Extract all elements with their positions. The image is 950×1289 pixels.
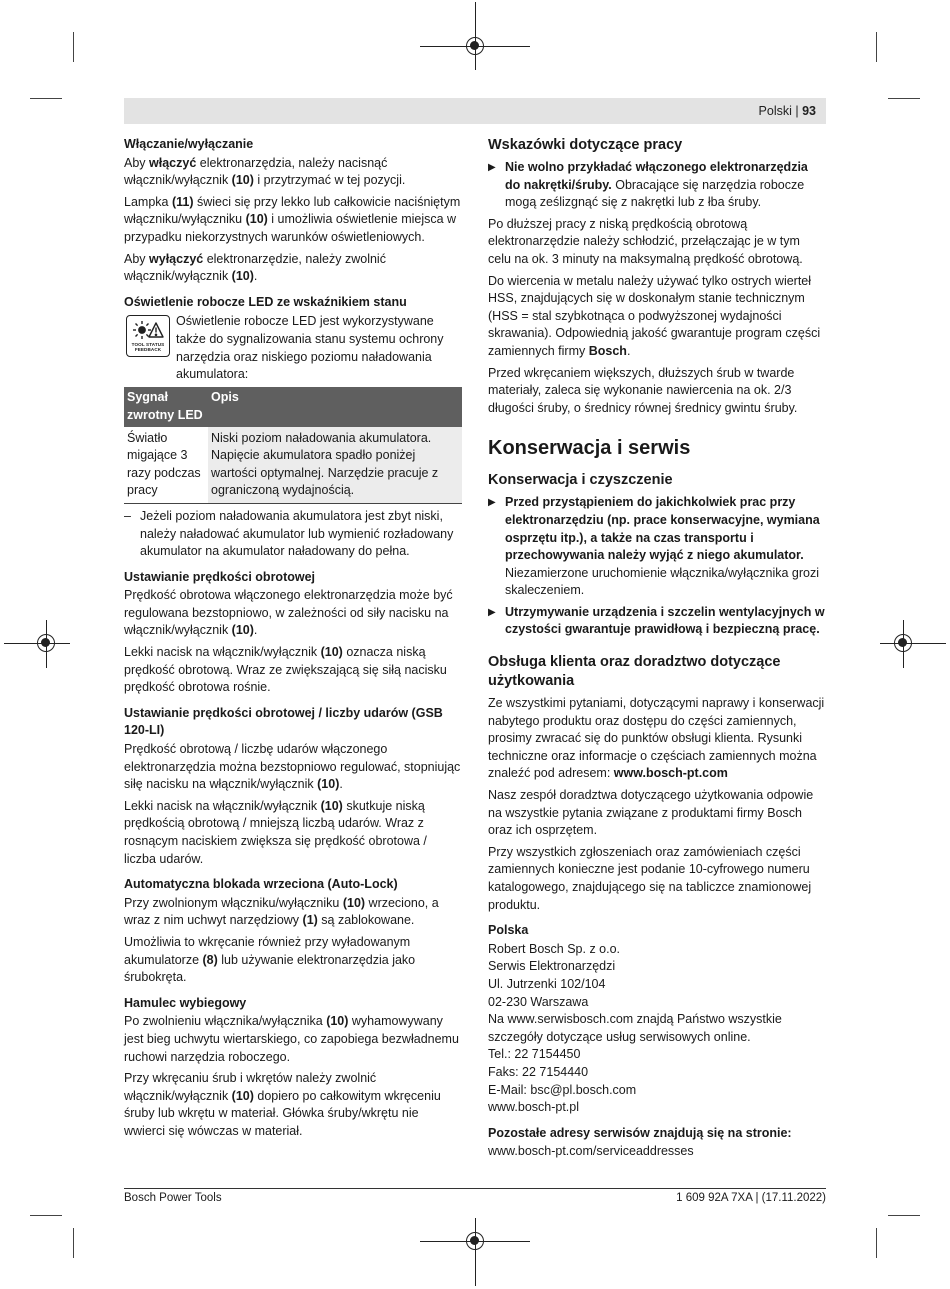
- warning-item: ▶ Utrzymywanie urządzenia i szczelin wentylacyjnych w czystości gwarantuje prawidłową i bezpieczną pracę.: [488, 604, 825, 637]
- tool-status-feedback-icon: [126, 315, 170, 357]
- paragraph: Aby wyłączyć elektronarzędzie, należy zwolnić włącznik/wyłącznik (10).: [124, 251, 386, 284]
- crop-mark: [876, 1228, 877, 1258]
- registration-mark-icon: [466, 1232, 484, 1250]
- registration-line: [880, 643, 946, 644]
- warning-item: ▶ Nie wolno przykładać włączonego elektronarzędzia do nakrętki/śruby. Obracające się narzędzia robocze mogą ześlizgnąć się z nakrętki lub z łba śruby.: [488, 160, 808, 210]
- section-title-autolock: Automatyczna blokada wrzeciona (Auto-Lock): [124, 877, 398, 892]
- crop-mark: [876, 32, 877, 62]
- paragraph: Przy zwolnionym włączniku/wyłączniku (10) wrzeciono, a wraz z nim uchwyt narzędziowy (1) są zablokowane.: [124, 895, 439, 928]
- section-title-cleaning: Konserwacja i czyszczenie: [488, 472, 673, 489]
- paragraph: Po zwolnieniu włącznika/wyłącznika (10) wyhamowywany jest bieg uchwytu wiertarskiego, co zapobiega bezwładnemu ruchowi narzędzia roboczego.: [124, 1014, 459, 1064]
- service-addresses-link[interactable]: www.bosch-pt.com/serviceaddresses: [488, 1144, 694, 1159]
- footer-brand: Bosch Power Tools: [124, 1192, 222, 1204]
- paragraph: Umożliwia to wkręcanie również przy wyładowanym akumulatorze (8) lub używanie elektronarzędzia jako śrubokręta.: [124, 934, 416, 985]
- fax-line: Faks: 22 7154440: [488, 1064, 589, 1079]
- crop-mark: [888, 1215, 920, 1216]
- warning-item: ▶ Przed przystąpieniem do jakichkolwiek prac przy elektronarzędziu (np. prace konserwacyjne, wymiana osprzętu itp.), a także na czas transportu i przechowywania należy wyjąć z niego akumulator. Niezamierzone uruchomienie włącznika/wyłącznika grozi skaleczeniem.: [488, 495, 820, 598]
- website-link[interactable]: www.bosch-pt.pl: [488, 1100, 580, 1115]
- section-title-work-tips: Wskazówki dotyczące pracy: [488, 137, 683, 153]
- section-title-addresses: Pozostałe adresy serwisów znajdują się na stronie:: [488, 1125, 792, 1140]
- paragraph: Przed wkręcaniem większych, dłuższych śrub w twarde materiały, zaleca się wykonanie nawiercenia na ok. 2/3 długości śruby, o średnicy równej średnicy gwintu śruby.: [488, 365, 798, 415]
- paragraph: Ze wszystkimi pytaniami, dotyczącymi naprawy i konserwacji nabytego produktu oraz dostępu do części zamiennych, prosimy zwracać się do punktów obsługi klienta. Rysunki techniczne oraz informacje o częściach zamiennych można znaleźć pod adresem: www.bosch-pt.com: [488, 696, 825, 781]
- registration-line: [475, 1218, 476, 1286]
- paragraph: Do wiercenia w metalu należy używać tylko ostrych wierteł HSS, znajdujących się w doskonałym stanie technicznym (HSS = stal szybkotnąca o podwyższonej wydajności skrawania). Odpowiednią jakość gwarantuje program części zamiennych firmy Bosch.: [488, 273, 821, 358]
- paragraph: Przy wszystkich zgłoszeniach oraz zamówieniach części zamiennych konieczne jest podanie 10-cyfrowego numeru katalogowego, znajdującego się na tabliczce znamionowej produktu.: [488, 844, 812, 912]
- bullet-arrow-icon: ▶: [488, 162, 496, 173]
- dash-mark: –: [124, 508, 131, 523]
- page-number: 93: [802, 104, 816, 118]
- paragraph: Lekki nacisk na włącznik/wyłącznik (10) skutkuje niską prędkością obrotową / mniejszą liczbą udarów. Wraz z rosnącym naciskiem zwiększa się prędkość obrotowa / liczba udarów.: [124, 798, 427, 866]
- paragraph: Po dłuższej pracy z niską prędkością obrotową elektronarzędzie należy schłodzić, przełączając je w tym celu na ok. 3 minuty na maksymalną prędkość obrotową.: [488, 216, 803, 266]
- email-line[interactable]: E-Mail: bsc@pl.bosch.com: [488, 1082, 637, 1097]
- footer-divider: [124, 1188, 826, 1189]
- paragraph: Aby włączyć elektronarzędzia, należy nacisnąć włącznik/wyłącznik (10) i przytrzymać w tej pozycji.: [124, 155, 406, 188]
- table-header: Opis: [208, 387, 462, 426]
- crop-mark: [30, 98, 62, 99]
- table-row: [124, 427, 462, 504]
- paragraph: Przy wkręcaniu śrub i wkrętów należy zwolnić włącznik/wyłącznik (10) dopiero po całkowitym wkręceniu śruby lub wkrętu w materiał. Główka śruby/wkrętu nie wwierci się wówczas w materiał.: [124, 1071, 441, 1138]
- section-title-led: Oświetlenie robocze LED ze wskaźnikiem stanu: [124, 294, 407, 309]
- section-title-service: Obsługa klienta oraz doradztwo dotyczące użytkowania: [488, 654, 781, 690]
- crop-mark: [30, 1215, 62, 1216]
- address-line: Robert Bosch Sp. z o.o.: [488, 941, 621, 956]
- right-column: [488, 136, 826, 1161]
- section-title-brake: Hamulec wybiegowy: [124, 995, 247, 1010]
- header-separator: |: [795, 104, 799, 118]
- page-header: [124, 98, 826, 124]
- paragraph: Lekki nacisk na włącznik/wyłącznik (10) oznacza niską prędkość obrotową. Wraz ze zwiększającą się siłą nacisku prędkość obrotowa rośnie.: [124, 645, 447, 695]
- address-line: 02-230 Warszawa: [488, 994, 589, 1009]
- address-line: Ul. Jutrzenki 102/104: [488, 976, 606, 991]
- address-line: Serwis Elektronarzędzi: [488, 959, 616, 974]
- led-intro: [124, 313, 462, 385]
- icon-caption: TOOL STATUS FEEDBACK: [131, 342, 165, 353]
- footer-doc-number: 1 609 92A 7XA | (17.11.2022): [676, 1192, 826, 1204]
- table-cell: Światło migające 3 razy podczas pracy: [124, 427, 208, 504]
- section-title-poland: Polska: [488, 923, 529, 938]
- paragraph: Prędkość obrotowa włączonego elektronarzędzia może być regulowana bezstopniowo, w zależności od siły nacisku na włącznik/wyłącznik (10).: [124, 588, 453, 638]
- led-feedback-table: [124, 387, 462, 504]
- section-title-speed: Ustawianie prędkości obrotowej: [124, 569, 316, 584]
- service-link[interactable]: www.bosch-pt.com: [613, 766, 728, 781]
- crop-mark: [73, 32, 74, 62]
- crop-mark: [73, 1228, 74, 1258]
- registration-mark-icon: [37, 634, 55, 652]
- crop-mark: [888, 98, 920, 99]
- paragraph: Oświetlenie robocze LED jest wykorzystywane także do sygnalizowania stanu systemu ochrony narzędzia oraz niskiego poziomu naładowania akumulatora:: [176, 314, 444, 382]
- dash-item: – Jeżeli poziom naładowania akumulatora jest zbyt niski, należy naładować akumulator lub wymienić rozładowany akumulator na akumulator naładowany do pełna.: [124, 508, 454, 559]
- header-language: Polski: [758, 104, 792, 118]
- section-title-on-off: Włączanie/wyłączanie: [124, 137, 254, 151]
- registration-mark-icon: [466, 37, 484, 55]
- phone-line: Tel.: 22 7154450: [488, 1047, 581, 1062]
- bullet-arrow-icon: ▶: [488, 606, 496, 618]
- bullet-arrow-icon: ▶: [488, 497, 496, 509]
- table-cell: Niski poziom naładowania akumulatora. Napięcie akumulatora spadło poniżej wartości optymalnej. Narzędzie pracuje z ograniczoną wydajnością.: [208, 427, 462, 504]
- header-text: [759, 104, 816, 118]
- paragraph: Nasz zespół doradztwa dotyczącego użytkowania odpowie na wszystkie pytania związane z produktami firmy Bosch oraz ich osprzętem.: [488, 788, 814, 838]
- left-column: [124, 136, 462, 1145]
- paragraph: Lampka (11) świeci się przy lekko lub całkowicie naciśniętym włączniku/wyłączniku (10) i umożliwia oświetlenie miejsca w przypadku niekorzystnych warunków oświetleniowych.: [124, 194, 461, 244]
- address-line: Na www.serwisbosch.com znajdą Państwo wszystkie szczegóły dotyczące usług serwisowych online.: [488, 1012, 782, 1044]
- table-header: Sygnał zwrotny LED: [124, 387, 208, 426]
- section-title-impact: Ustawianie prędkości obrotowej / liczby udarów (GSB 120-LI): [124, 705, 443, 738]
- registration-mark-icon: [894, 634, 912, 652]
- chapter-title-maintenance: Konserwacja i serwis: [488, 437, 691, 460]
- registration-line: [475, 2, 476, 70]
- paragraph: Prędkość obrotową / liczbę udarów włączonego elektronarzędzia można bezstopniowo regulować, stopniując siłę nacisku na włącznik/wyłącznik (10).: [124, 742, 461, 792]
- table-header-row: [124, 387, 462, 426]
